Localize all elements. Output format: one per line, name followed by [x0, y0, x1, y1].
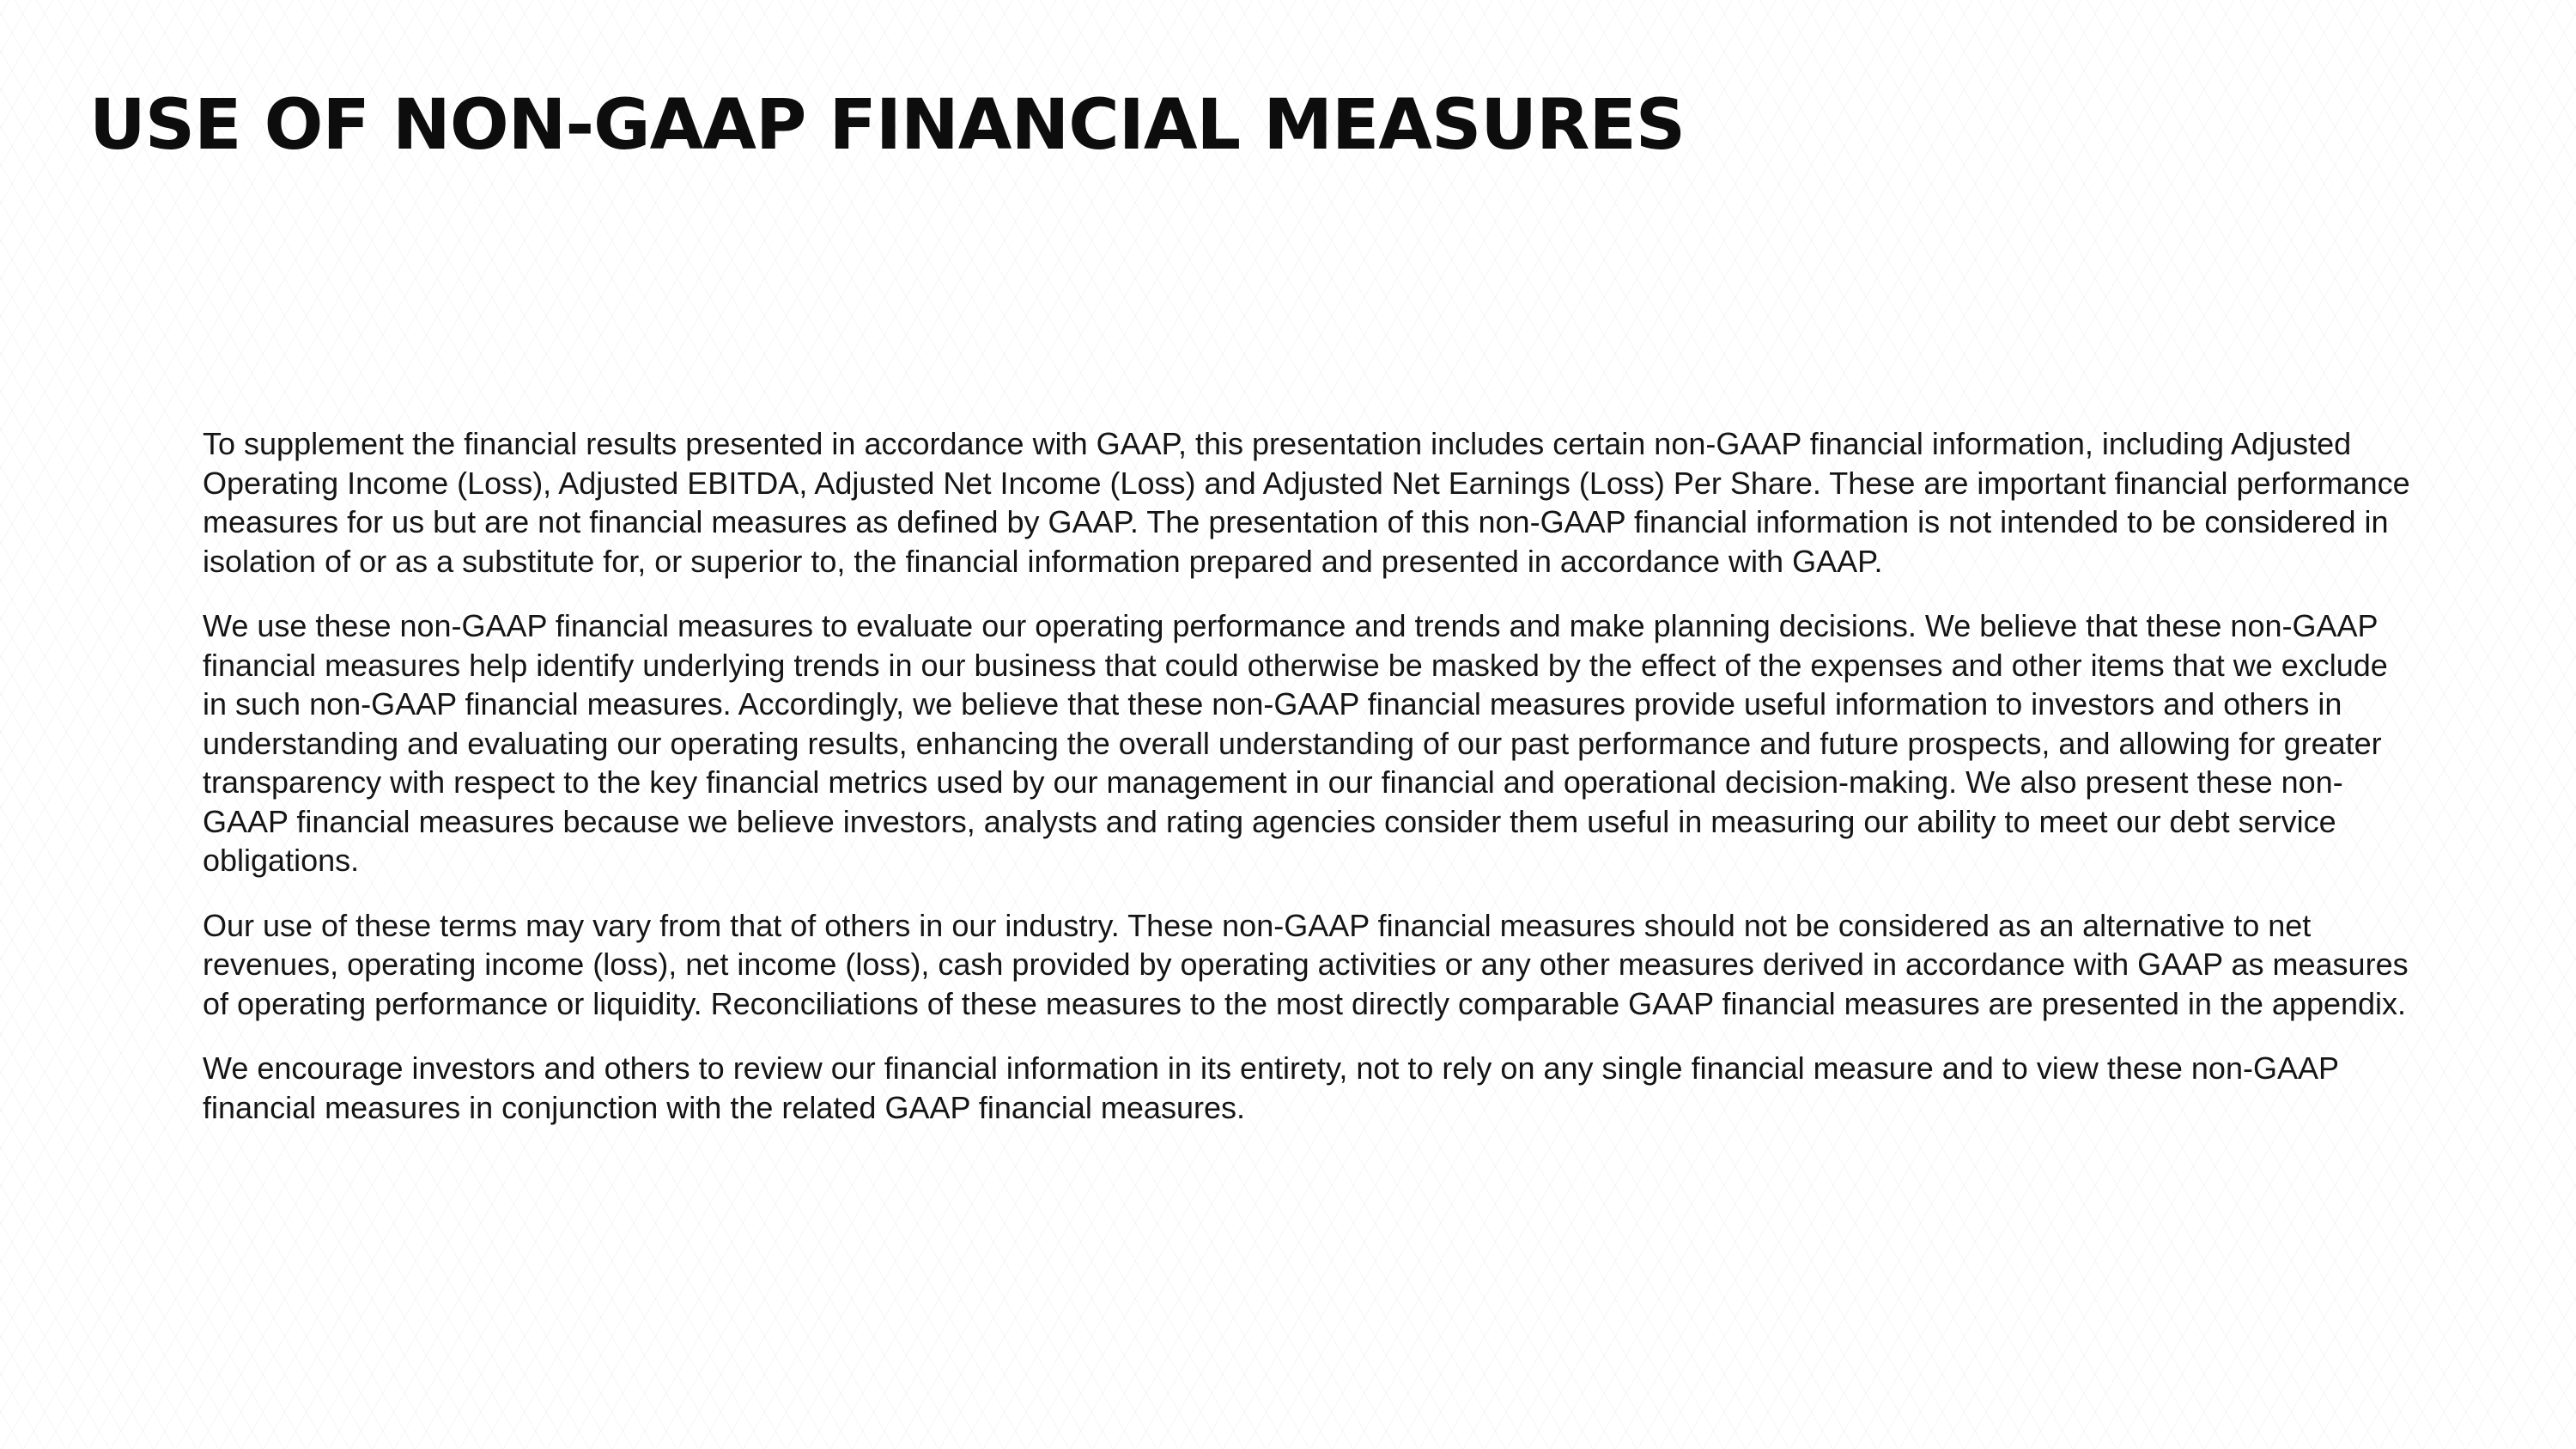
paragraph-usage: We use these non-GAAP financial measures to evaluate our operating performance and trends and make planning decisions. We believe that these non-GAAP financial measures help identify underlying trends in our business that could otherwise be masked by the effect of the expenses and other items that we exclude in such non-GAAP financial measures. Accordingly, we believe that these non-GAAP financial measures provide useful information to investors and others in understanding and evaluating our operating results, enhancing the overall understanding of our past performance and future prospects, and allowing for greater transparency with respect to the key financial metrics used by our management in our financial and operational decision-making. We also present these non-GAAP financial measures because we believe investors, analysts and rating agencies consider them useful in measuring our ability to meet our debt service obligations. — [203, 608, 2388, 878]
paragraph-limitations: Our use of these terms may vary from that of others in our industry. These non-GAAP financial measures should not be considered as an alternative to net revenues, operating income (loss), net income (loss), cash provided by operating activities or any other measures derived in accordance with GAAP as measures of operating performance or liquidity. Reconciliations of these measures to the most directly comparable GAAP financial measures are presented in the appendix. — [203, 907, 2409, 1021]
paragraph-encouragement: We encourage investors and others to review our financial information in its entirety, not to rely on any single financial measure and to view these non-GAAP financial measures in conjunction with the related GAAP financial measures. — [203, 1050, 2339, 1125]
slide-title: USE OF NON-GAAP FINANCIAL MEASURES — [89, 85, 1686, 166]
paragraph-supplement: To supplement the financial results presented in accordance with GAAP, this presentation includes certain non-GAAP financial information, including Adjusted Operating Income (Loss), Adjusted EBITDA, Adjusted Net Income (Loss) and Adjusted Net Earnings (Loss) Per Share. These are important financial performance measures for us but are not financial measures as defined by GAAP. The presentation of this non-GAAP financial information is not intended to be considered in isolation of or as a substitute for, or superior to, the financial information prepared and presented in accordance with GAAP. — [203, 426, 2410, 579]
body-text — [203, 424, 2418, 1153]
